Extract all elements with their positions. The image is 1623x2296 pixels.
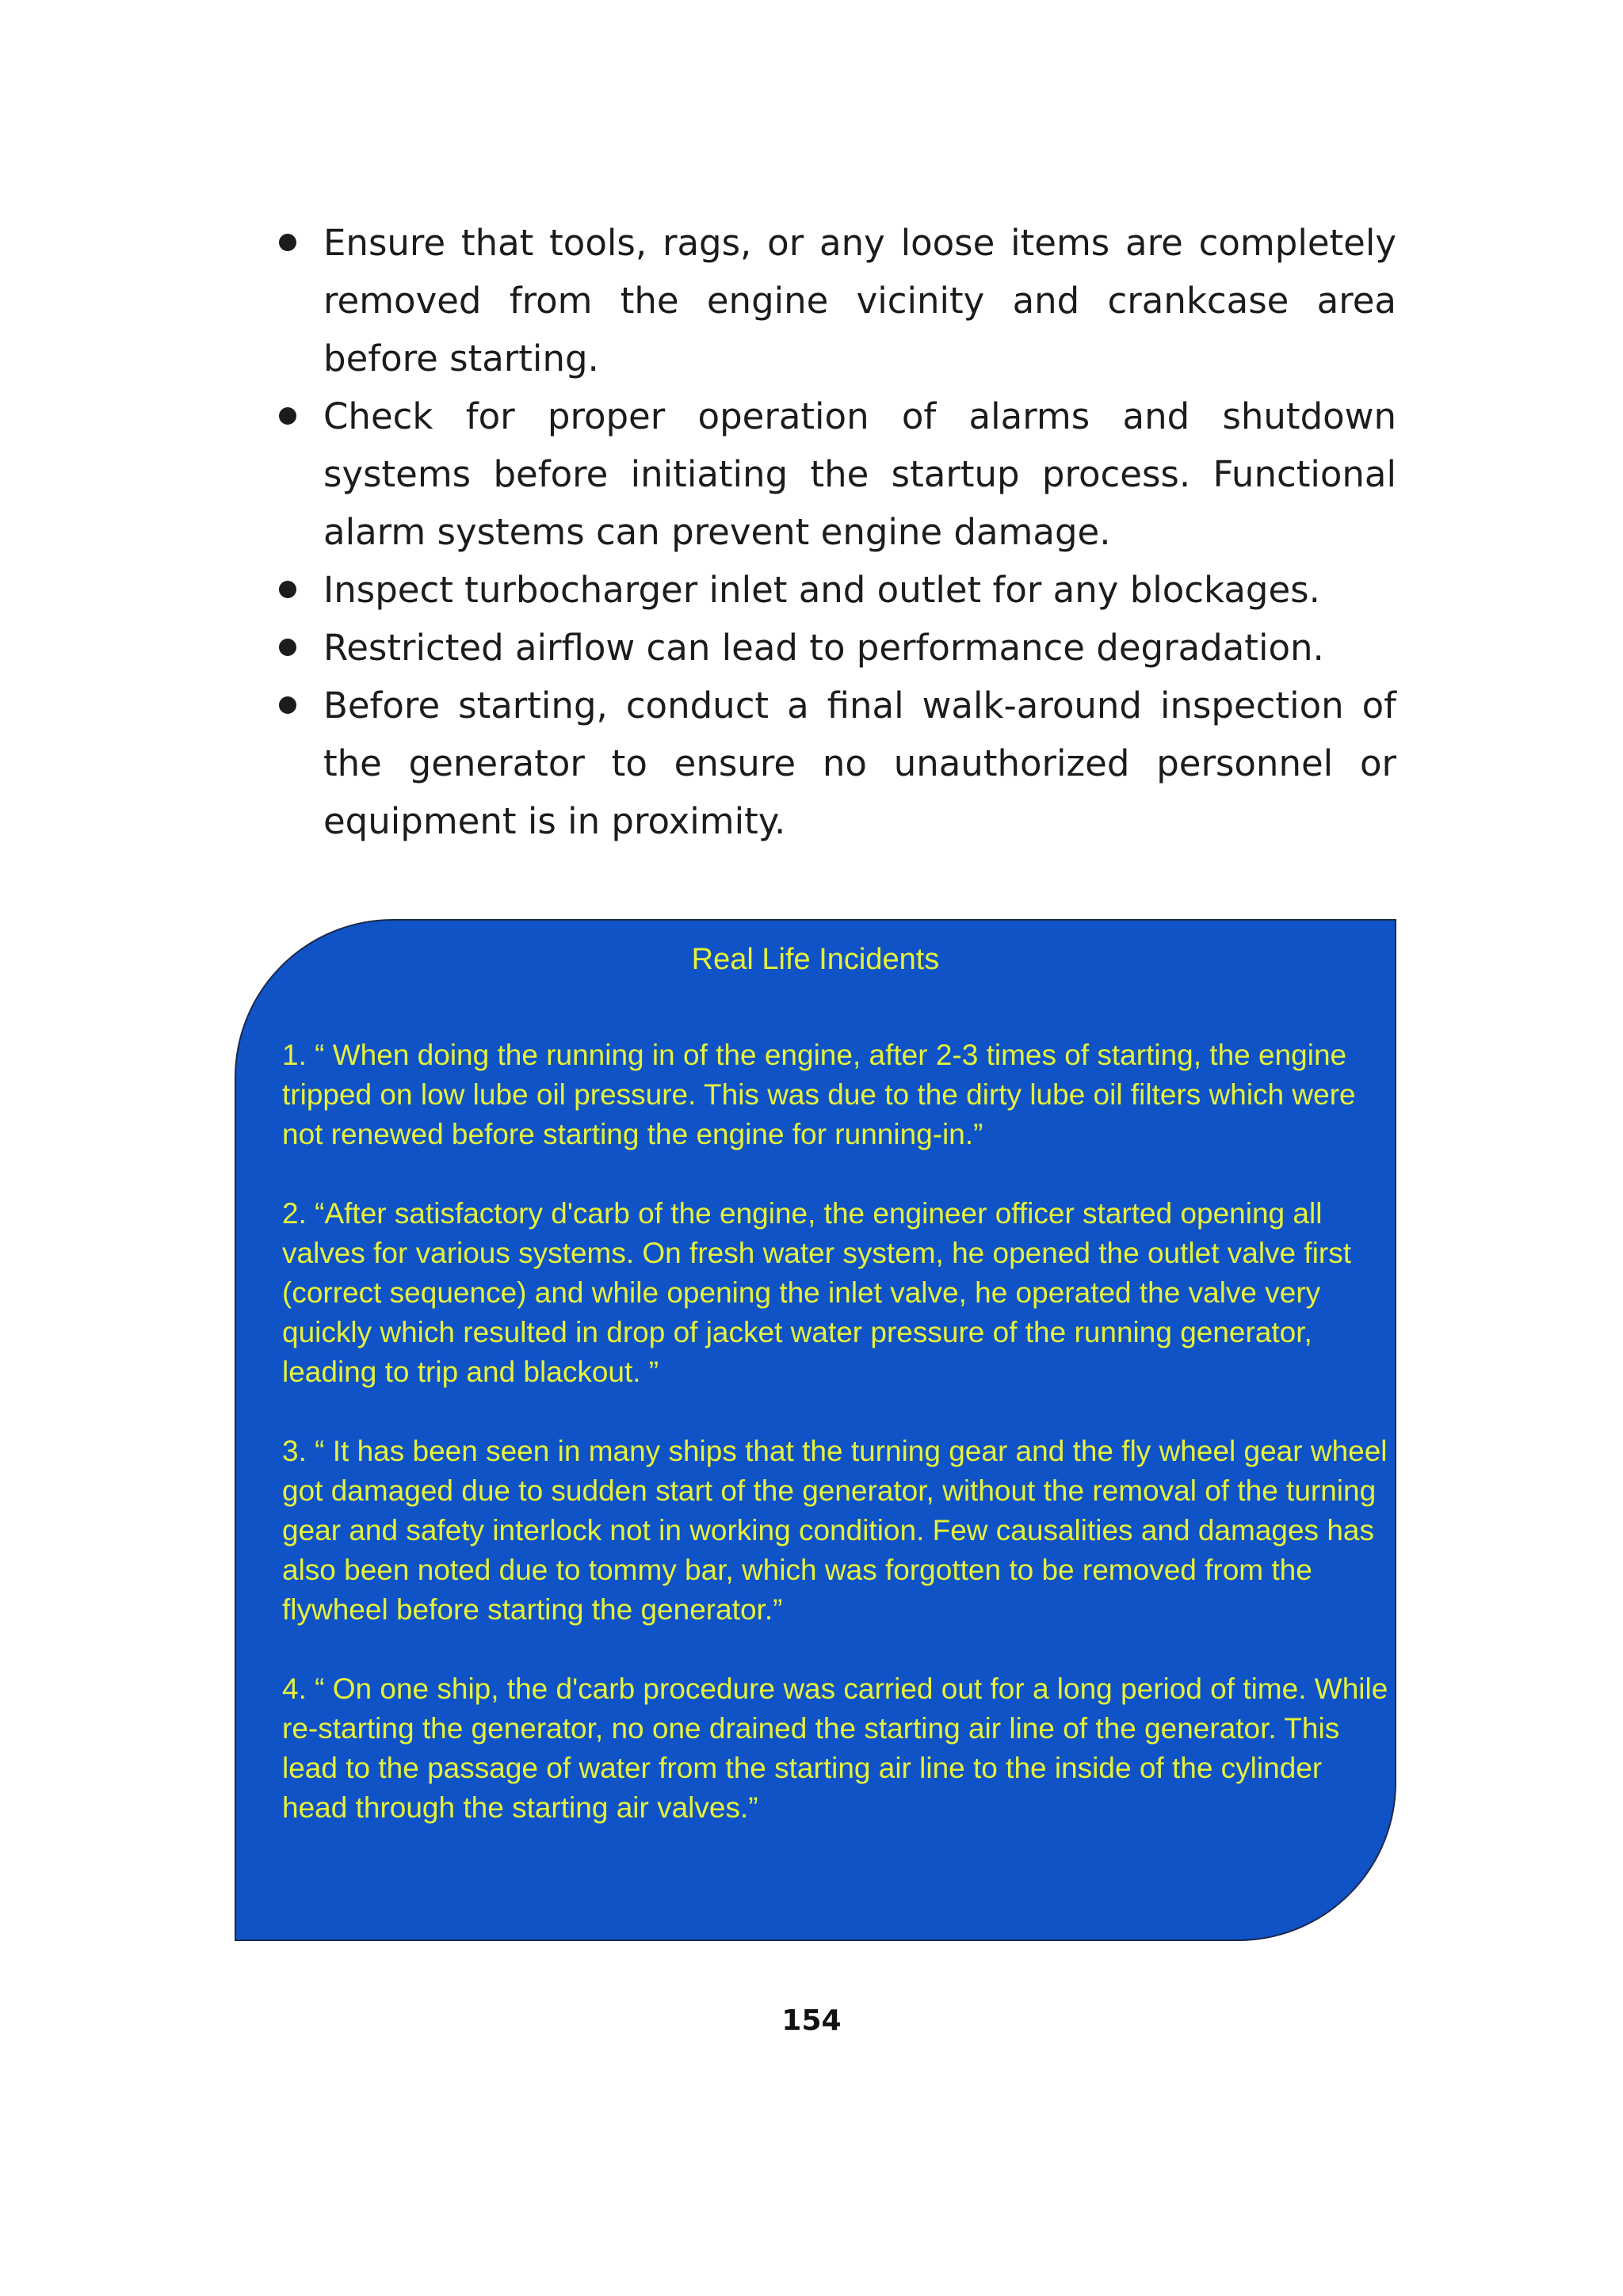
incident-item: 3. “ It has been seen in many ships that the turning gear and the fly wheel gear wheel got damaged due to sudden start of the generator, without the removal of the turning gear and safety interlock not in working condition. Few causalities and damages has also been noted due to tommy bar, which was forgotten to be removed from the flywheel before starting the generator.” [282,1435,1388,1626]
bullet-item [279,561,1396,619]
bullet-text: Ensure that tools, rags, or any loose items are completely removed from the engine vicinity and crankcase area before starting. [323,222,1396,379]
bullet-dot-icon [279,407,296,425]
bullet-item [279,214,1396,387]
bullet-dot-icon [279,234,296,251]
bullet-list [279,214,1396,850]
incidents-title: Real Life Incidents [691,943,940,976]
incident-item: 1. “ When doing the running in of the engine, after 2-3 times of starting, the engine tripped on low lube oil pressure. This was due to the dirty lube oil filters which were not renewed before starting the engine for running-in.” [282,1039,1356,1150]
bullet-dot-icon [279,639,296,656]
incidents-body [282,1035,1392,1867]
bullet-item [279,677,1396,850]
bullet-text: Check for proper operation of alarms and shutdown systems before initiating the startup process. Functional alarm systems can prevent engine damage. [323,395,1396,553]
real-life-incidents-box [235,919,1396,1941]
bullet-item [279,619,1396,677]
bullet-text: Inspect turbocharger inlet and outlet for any blockages. [323,569,1320,611]
bullet-dot-icon [279,696,296,714]
page-number: 154 [781,2004,842,2037]
bullet-item [279,387,1396,561]
bullet-text: Restricted airflow can lead to performance degradation. [323,627,1324,669]
bullet-dot-icon [279,581,296,598]
bullet-text: Before starting, conduct a final walk-around inspection of the generator to ensure no unauthorized personnel or equipment is in proximity. [323,685,1396,842]
incident-item: 4. “ On one ship, the d'carb procedure was carried out for a long period of time. While re-starting the generator, no one drained the starting air line of the generator. This lead to the passage of water from the starting air line to the inside of the cylinder head through the starting air valves.” [282,1672,1388,1824]
incident-item: 2. “After satisfactory d'carb of the engine, the engineer officer started opening all valves for various systems. On fresh water system, he opened the outlet valve first (correct sequence) and while opening the inlet valve, he operated the valve very quickly which resulted in drop of jacket water pressure of the running generator, leading to trip and blackout. ” [282,1197,1352,1388]
